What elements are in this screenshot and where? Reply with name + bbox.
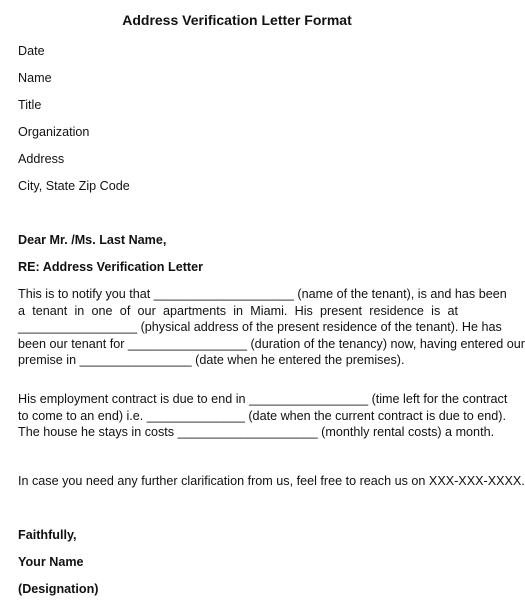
paragraph-line: premise in ________________ (date when he entered the premises). <box>18 353 405 368</box>
salutation: Dear Mr. /Ms. Last Name, <box>18 233 167 247</box>
title-field: Title <box>18 98 42 112</box>
paragraph-notification <box>18 286 525 369</box>
organization-field: Organization <box>18 125 90 139</box>
paragraph-line: a tenant in one of our apartments in Miami. His present residence is at <box>18 303 458 318</box>
paragraph-line: The house he stays in costs ____________________ (monthly rental costs) a month. <box>18 425 495 440</box>
city-state-zip-field: City, State Zip Code <box>18 179 130 193</box>
paragraph-employment <box>18 391 508 441</box>
paragraph-line: to come to an end) i.e. ______________ (date when the current contract is due to end). <box>18 408 506 423</box>
paragraph-line: been our tenant for _________________ (duration of the tenancy) now, having entered our <box>18 336 525 351</box>
closing: Faithfully, <box>18 528 77 542</box>
document-title: Address Verification Letter Format <box>122 12 352 28</box>
paragraph-line: This is to notify you that ____________________ (name of the tenant), is and has been <box>18 287 507 301</box>
name-field: Name <box>18 71 52 85</box>
paragraph-clarification: In case you need any further clarification from us, feel free to reach us on XXX-XXX-XXXX. <box>18 474 525 488</box>
paragraph-line: His employment contract is due to end in _________________ (time left for the contract <box>18 392 508 406</box>
paragraph-line: _________________ (physical address of the present residence of the tenant). He has <box>18 320 502 335</box>
subject-line: RE: Address Verification Letter <box>18 260 203 274</box>
signature-name: Your Name <box>18 555 84 569</box>
signature-designation: (Designation) <box>18 582 99 596</box>
address-field: Address <box>18 152 65 166</box>
date-field: Date <box>18 44 45 58</box>
